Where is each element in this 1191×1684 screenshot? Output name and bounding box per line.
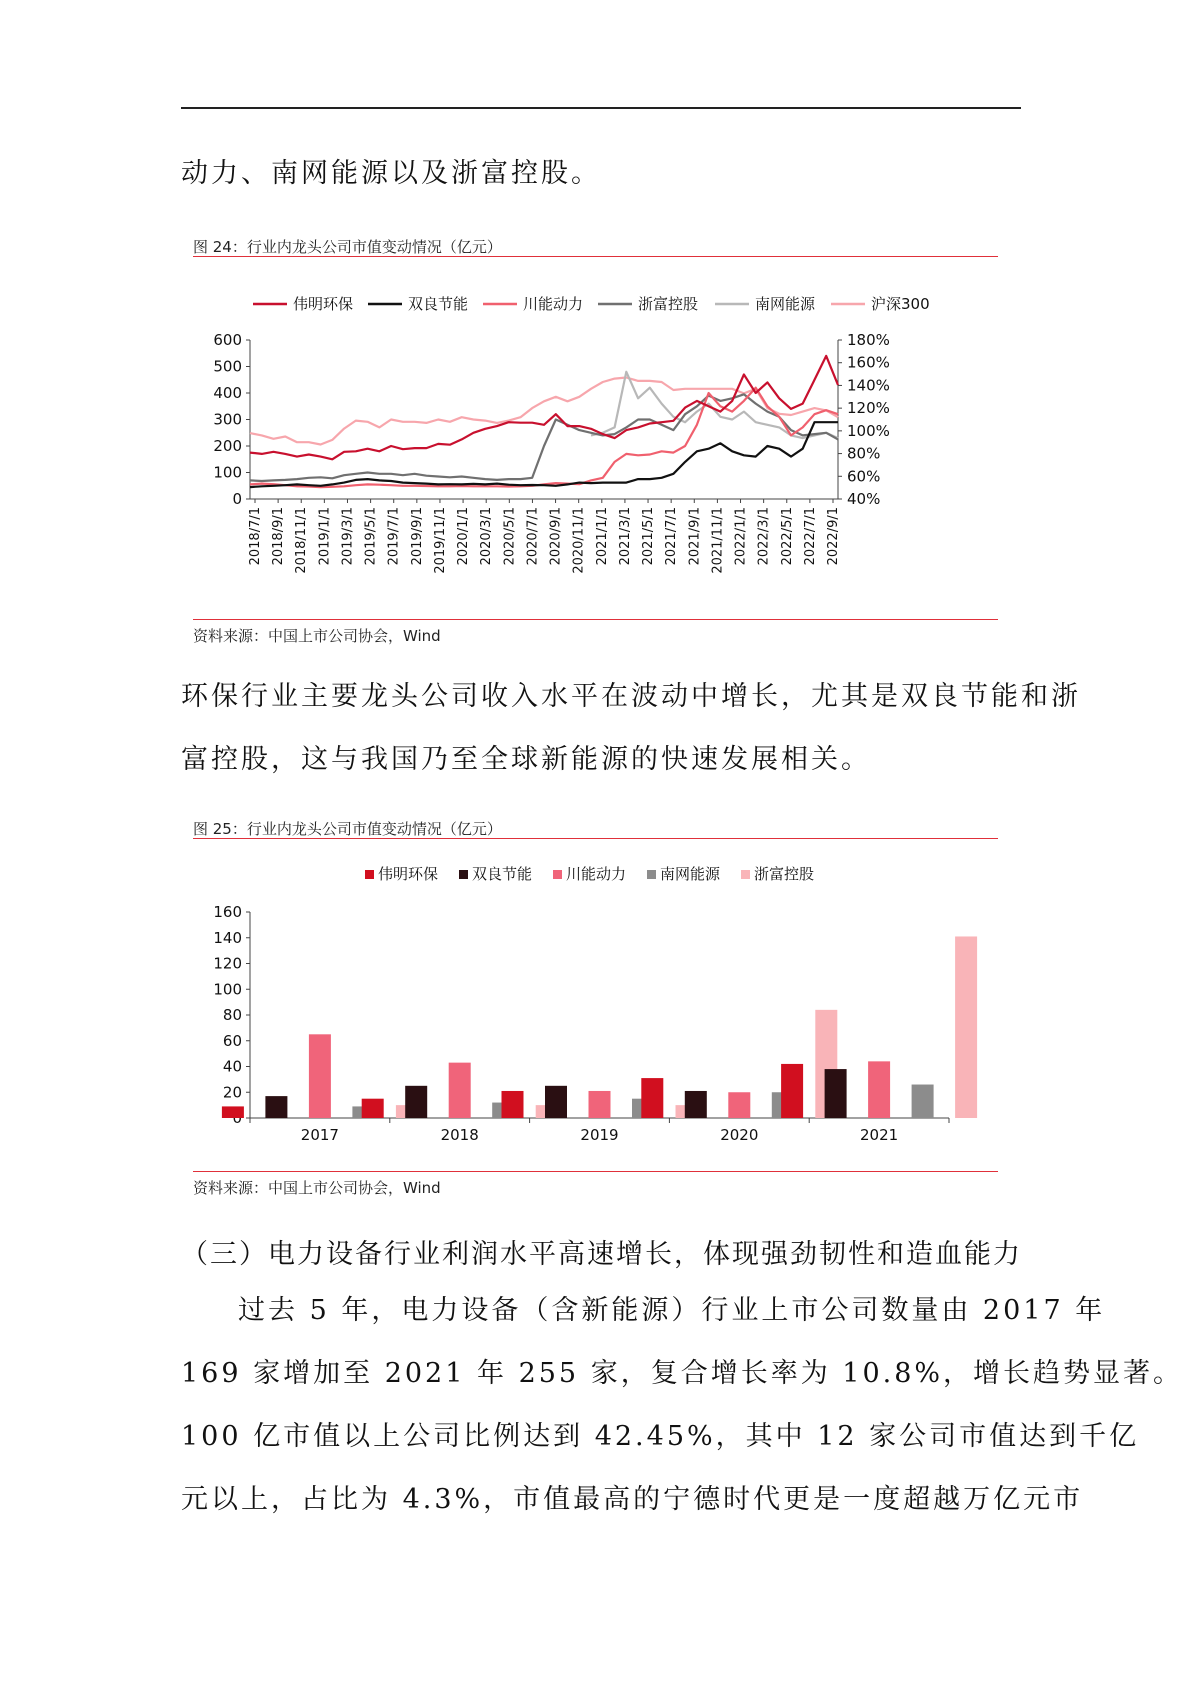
- y-tick-label: 0: [232, 490, 242, 508]
- y2-tick-label: 100%: [847, 421, 890, 440]
- figure-24-bottom-rule: [193, 619, 998, 620]
- figure-25-top-rule: [193, 838, 998, 839]
- y2-tick-label: 180%: [847, 331, 890, 349]
- legend-label: 浙富控股: [638, 295, 699, 313]
- legend-label: 川能动力: [523, 295, 584, 313]
- x-tick-label: 2020/11/1: [571, 507, 587, 574]
- figure-25-bottom-rule: [193, 1171, 998, 1172]
- bar: [405, 1086, 427, 1118]
- x-tick-label: 2020/7/1: [525, 507, 541, 566]
- y2-tick-label: 60%: [847, 467, 881, 486]
- paragraph-2-line-1: 环保行业主要龙头公司收入水平在波动中增长，尤其是双良节能和浙: [181, 681, 1081, 712]
- x-tick-label: 2020/9/1: [548, 507, 564, 566]
- legend-item: [368, 295, 468, 313]
- x-tick-label: 2018: [440, 1126, 479, 1144]
- legend-label: 双良节能: [472, 865, 533, 883]
- series-line: [250, 378, 838, 445]
- y-tick-label: 200: [213, 437, 242, 455]
- x-tick-label: 2021/1/1: [594, 507, 610, 566]
- legend-label: 南网能源: [755, 295, 816, 313]
- x-tick-label: 2020/5/1: [502, 507, 518, 566]
- y-tick-label: 160: [213, 903, 242, 921]
- y-tick-label: 500: [213, 357, 242, 376]
- bar: [685, 1091, 707, 1118]
- x-tick-label: 2019/7/1: [386, 507, 402, 566]
- y-tick-label: 120: [213, 954, 242, 973]
- legend-item: [741, 865, 814, 883]
- paragraph-3-line-4: 元以上，占比为 4.3%，市值最高的宁德时代更是一度超越万亿元市: [181, 1484, 1084, 1515]
- x-tick-label: 2018/9/1: [271, 507, 287, 566]
- legend-label: 伟明环保: [378, 865, 439, 883]
- bar: [309, 1034, 331, 1118]
- bar: [728, 1092, 750, 1118]
- bar: [362, 1099, 384, 1118]
- paragraph-2-line-2: 富控股，这与我国乃至全球新能源的快速发展相关。: [181, 744, 871, 775]
- legend-swatch: [365, 870, 374, 879]
- y2-tick-label: 140%: [847, 376, 890, 395]
- y-tick-label: 20: [222, 1083, 242, 1102]
- x-tick-label: 2019/3/1: [340, 507, 356, 566]
- x-tick-label: 2020: [720, 1126, 759, 1144]
- y-tick-label: 80: [222, 1006, 242, 1024]
- section-heading: （三）电力设备行业利润水平高速增长，体现强劲韧性和造血能力: [181, 1239, 1022, 1270]
- x-tick-label: 2017: [300, 1126, 339, 1144]
- legend-swatch: [647, 870, 656, 879]
- figure-25-bar-chart: [193, 845, 998, 1170]
- legend-swatch: [553, 870, 562, 879]
- legend-item: [647, 865, 721, 883]
- bar: [222, 1106, 244, 1118]
- y-tick-label: 600: [213, 331, 242, 349]
- bar: [502, 1091, 524, 1118]
- y2-tick-label: 120%: [847, 399, 890, 418]
- legend-item: [553, 865, 626, 883]
- legend-item: [831, 295, 930, 313]
- y2-tick-label: 40%: [847, 490, 881, 508]
- legend-item: [598, 295, 698, 313]
- bar: [545, 1086, 567, 1118]
- legend-label: 川能动力: [566, 865, 627, 883]
- x-tick-label: 2022/7/1: [802, 507, 818, 566]
- x-tick-label: 2022/9/1: [826, 507, 841, 566]
- x-tick-label: 2020/3/1: [479, 507, 495, 566]
- figure-25-title: 图 25：行业内龙头公司市值变动情况（亿元）: [193, 820, 502, 838]
- x-tick-label: 2019/1/1: [317, 507, 333, 566]
- paragraph-3-line-3: 100 亿市值以上公司比例达到 42.45%，其中 12 家公司市值达到千亿: [181, 1421, 1140, 1452]
- figure-24-title: 图 24：行业内龙头公司市值变动情况（亿元）: [193, 238, 502, 256]
- x-tick-label: 2020/1/1: [456, 507, 472, 566]
- x-tick-label: 2018/11/1: [294, 507, 310, 574]
- figure-24-top-rule: [193, 256, 998, 257]
- legend-label: 双良节能: [408, 295, 469, 313]
- y-tick-label: 100: [213, 463, 242, 482]
- bar: [868, 1061, 890, 1118]
- x-tick-label: 2019/11/1: [432, 507, 448, 574]
- x-tick-label: 2021/11/1: [710, 507, 726, 574]
- y-tick-label: 300: [213, 410, 242, 429]
- x-tick-label: 2019/5/1: [363, 507, 379, 566]
- x-tick-label: 2022/3/1: [756, 507, 772, 566]
- bar: [449, 1063, 471, 1118]
- bar: [912, 1085, 934, 1118]
- bar: [265, 1096, 287, 1118]
- legend-swatch: [459, 870, 468, 879]
- series-line: [250, 394, 838, 481]
- legend-item: [715, 295, 816, 313]
- paragraph-1: 动力、南网能源以及浙富控股。: [181, 158, 601, 189]
- bar: [781, 1064, 803, 1118]
- x-tick-label: 2021: [860, 1126, 899, 1144]
- x-tick-label: 2022/5/1: [779, 507, 795, 566]
- x-tick-label: 2019: [580, 1126, 619, 1144]
- figure-25-source: 资料来源：中国上市公司协会，Wind: [193, 1179, 441, 1197]
- y2-tick-label: 160%: [847, 353, 890, 372]
- figure-24-line-chart: [193, 262, 998, 614]
- paragraph-3-line-2: 169 家增加至 2021 年 255 家，复合增长率为 10.8%，增长趋势显著。: [181, 1358, 1184, 1389]
- y-tick-label: 100: [213, 980, 242, 999]
- paragraph-3-line-1: 过去 5 年，电力设备（含新能源）行业上市公司数量由 2017 年: [238, 1295, 1106, 1326]
- header-rule: [181, 107, 1021, 109]
- x-tick-label: 2021/5/1: [641, 507, 657, 566]
- legend-label: 沪深300: [871, 295, 930, 313]
- legend-item: [459, 865, 532, 883]
- x-tick-label: 2021/9/1: [687, 507, 703, 566]
- y-tick-label: 140: [213, 928, 242, 947]
- legend-label: 浙富控股: [754, 865, 815, 883]
- legend-item: [253, 295, 353, 313]
- y-tick-label: 60: [222, 1031, 242, 1050]
- bar: [955, 936, 977, 1118]
- y-tick-label: 40: [222, 1057, 242, 1076]
- bar: [589, 1091, 611, 1118]
- legend-swatch: [741, 870, 750, 879]
- x-tick-label: 2021/7/1: [664, 507, 680, 566]
- x-tick-label: 2022/1/1: [733, 507, 749, 566]
- bar: [825, 1069, 847, 1118]
- series-line: [250, 388, 838, 487]
- x-tick-label: 2021/3/1: [617, 507, 633, 566]
- x-tick-label: 2018/7/1: [248, 507, 263, 566]
- y-tick-label: 400: [213, 384, 242, 402]
- x-tick-label: 2019/9/1: [409, 507, 425, 566]
- y2-tick-label: 80%: [847, 444, 881, 463]
- legend-item: [365, 865, 438, 883]
- legend-label: 伟明环保: [293, 295, 354, 313]
- bar: [641, 1078, 663, 1118]
- legend-item: [483, 295, 583, 313]
- figure-24-source: 资料来源：中国上市公司协会，Wind: [193, 627, 441, 645]
- legend-label: 南网能源: [660, 865, 721, 883]
